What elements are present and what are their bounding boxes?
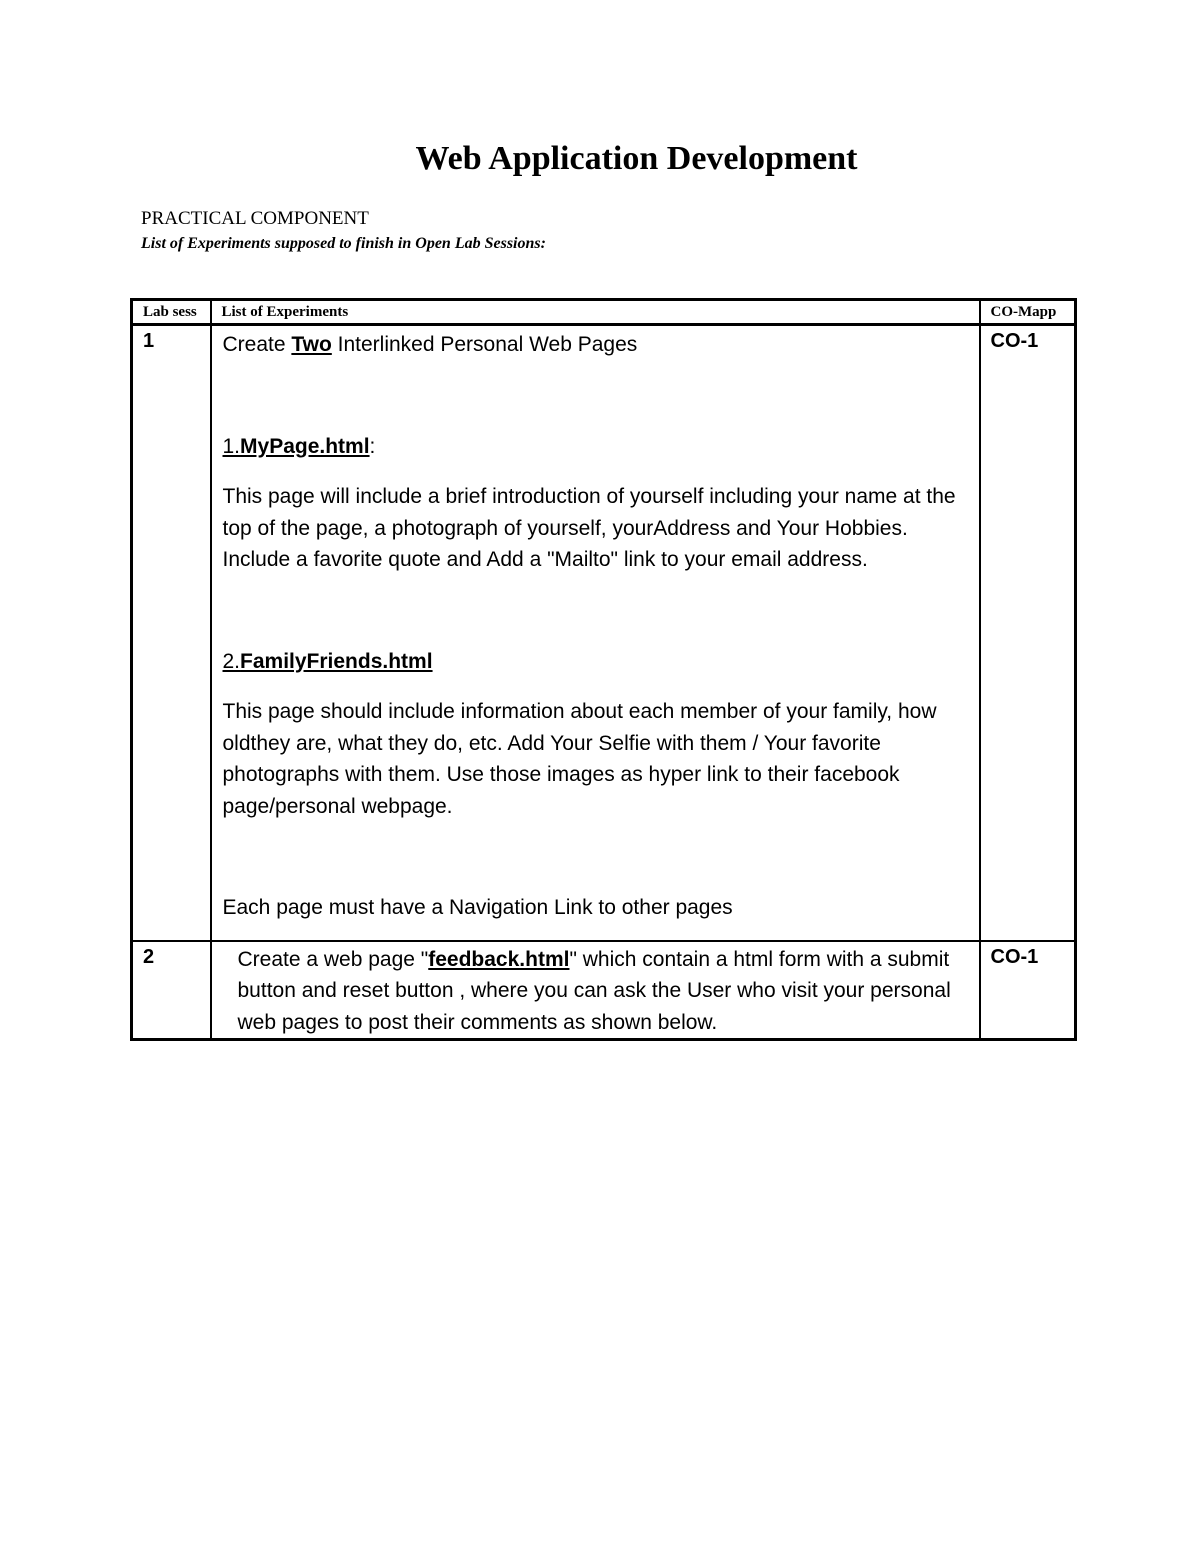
item2-filename: FamilyFriends.html — [240, 649, 433, 673]
section-heading: PRACTICAL COMPONENT — [141, 208, 369, 229]
item1-colon: : — [369, 434, 376, 458]
section-subtitle: List of Experiments supposed to finish in Open Lab Sessions: — [141, 235, 546, 252]
feedback-filename: feedback.html — [428, 947, 570, 971]
feedback-text-rest: " which contain a html form with a submit button and reset button , where you can ask the User who visit your personal web pages to post their comments as shown below. — [237, 947, 951, 1034]
co-mapping: CO-1 — [980, 325, 1076, 941]
experiment-description — [211, 325, 980, 941]
navigation-note: Each page must have a Navigation Link to other pages — [222, 896, 733, 919]
item1-filename: MyPage.html — [240, 434, 370, 458]
intro-text-rest: Interlinked Personal Web Pages — [331, 333, 638, 356]
table-row — [132, 325, 1076, 941]
co-mapping: CO-1 — [980, 941, 1076, 1040]
table-row — [132, 941, 1076, 1040]
row-number: 1 — [132, 325, 211, 941]
intro-emphasis: Two — [291, 333, 332, 356]
item1-heading — [223, 431, 971, 463]
page-title: Web Application Development — [415, 140, 858, 177]
row-number: 2 — [132, 941, 211, 1040]
item2-text: This page should include information about each member of your family, how oldthey are, what they do, etc. Add Your Selfie with them / Your favorite photographs with them. Use those images as hyper link to their facebook page/personal webpage. — [222, 700, 937, 818]
item1-number: 1. — [222, 434, 241, 458]
header-lab-session: Lab sess — [132, 300, 211, 325]
header-experiments: List of Experiments — [211, 300, 980, 325]
experiments-table — [130, 298, 1077, 1041]
intro-text: Create — [222, 333, 292, 356]
header-co-mapping: CO-Mapp — [980, 300, 1076, 325]
item1-text: This page will include a brief introduction of yourself including your name at the top of the page, a photograph of yourself, yourAddress and Your Hobbies. Include a favorite quote and Add a "Mailto" link to your email address. — [222, 485, 956, 571]
experiment-description — [211, 941, 980, 1040]
item2-number: 2. — [222, 649, 241, 673]
table-header-row — [132, 300, 1076, 325]
item2-heading — [223, 646, 971, 678]
feedback-text: Create a web page " — [237, 947, 429, 971]
experiment-intro — [223, 329, 971, 361]
